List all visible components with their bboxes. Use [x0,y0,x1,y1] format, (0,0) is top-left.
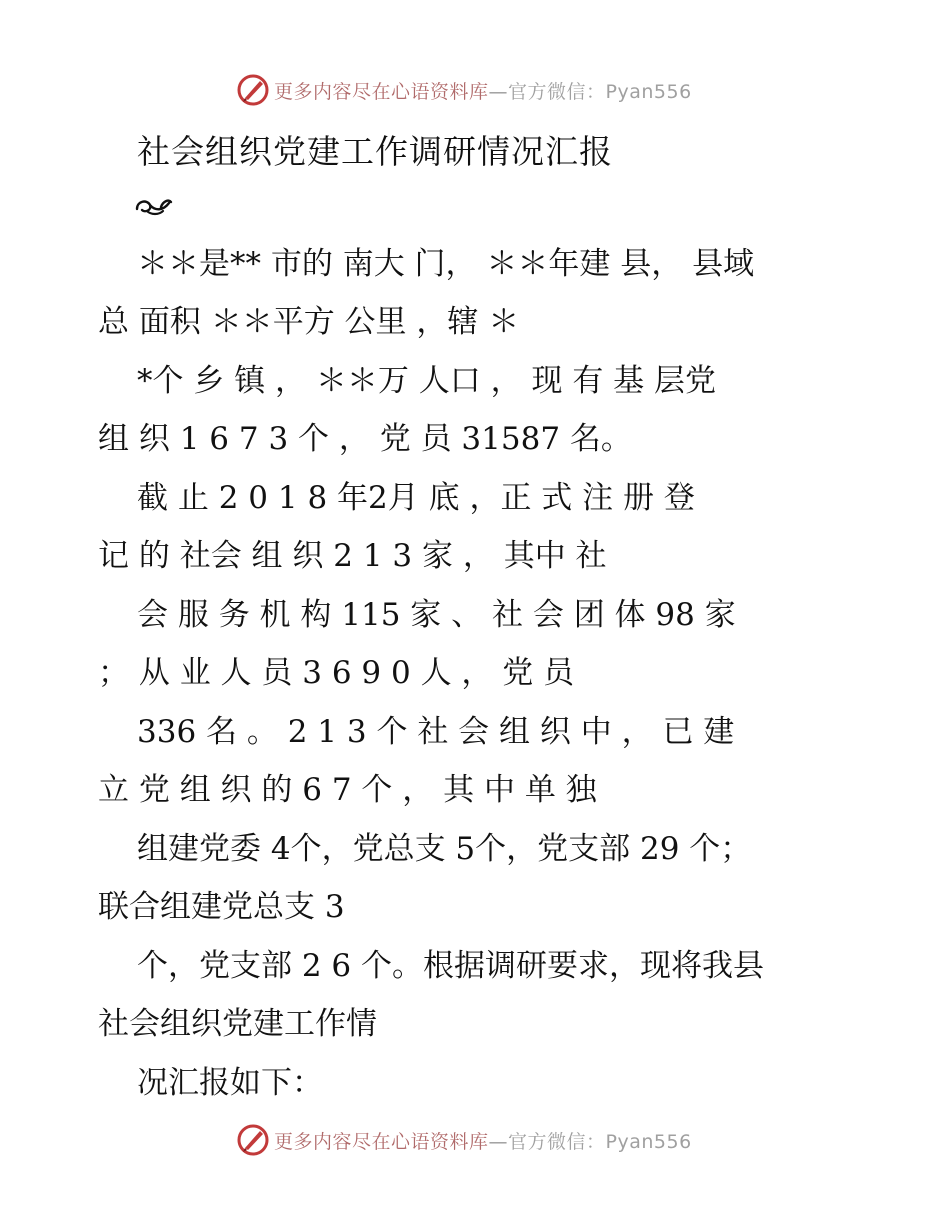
body-line: 336 名 。 2 1 3 个 社 会 组 织 中 ， 已 建 [137,714,735,750]
body-line: 总 面积 ＊＊平方 公里 ，辖 ＊ [98,304,520,340]
banner-dash: — [488,1130,509,1153]
pen-logo-icon [236,1123,270,1157]
header-banner [236,72,692,108]
banner-wechat: 官方微信：Pyan556 [508,1130,692,1153]
body-line: ； 从 业 人 员 3 6 9 0 人 ， 党 员 [98,655,575,691]
footer-banner [236,1122,692,1158]
body-line: 组 织 1 6 7 3 个 ， 党 员 31587 名。 [98,421,632,457]
body-line: 组建党委 4个，党总支 5个，党支部 29 个； [137,831,752,867]
body-line: 会 服 务 机 构 115 家 、 社 会 团 体 98 家 [137,597,736,633]
body-line: 立 党 组 织 的 6 7 个 ， 其 中 单 独 [98,772,597,808]
body-line: 况汇报如下： [137,1065,323,1101]
body-line: 社会组织党建工作情 [98,1006,377,1042]
body-line: 联合组建党总支 3 [98,889,345,925]
banner-text: 更多内容尽在心语资料库 [274,80,489,103]
body-line: ＊＊是** 市的 南大 门， ＊＊年建 县， 县域 [137,246,755,282]
banner-wechat: 官方微信：Pyan556 [508,80,692,103]
body-line: 截 止 2 0 1 8 年2月 底 ，正 式 注 册 登 [137,480,695,516]
flourish-icon [133,193,173,219]
body-line: 记 的 社会 组 织 2 1 3 家 ， 其中 社 [98,538,607,574]
banner-dash: — [488,80,509,103]
document-title: 社会组织党建工作调研情况汇报 [137,132,613,171]
banner-text: 更多内容尽在心语资料库 [274,1130,489,1153]
body-line: 个，党支部 2 6 个。根据调研要求，现将我县 [137,948,765,984]
pen-logo-icon [236,73,270,107]
body-line: *个 乡 镇 ， ＊＊万 人口 ， 现 有 基 层党 [137,363,717,399]
